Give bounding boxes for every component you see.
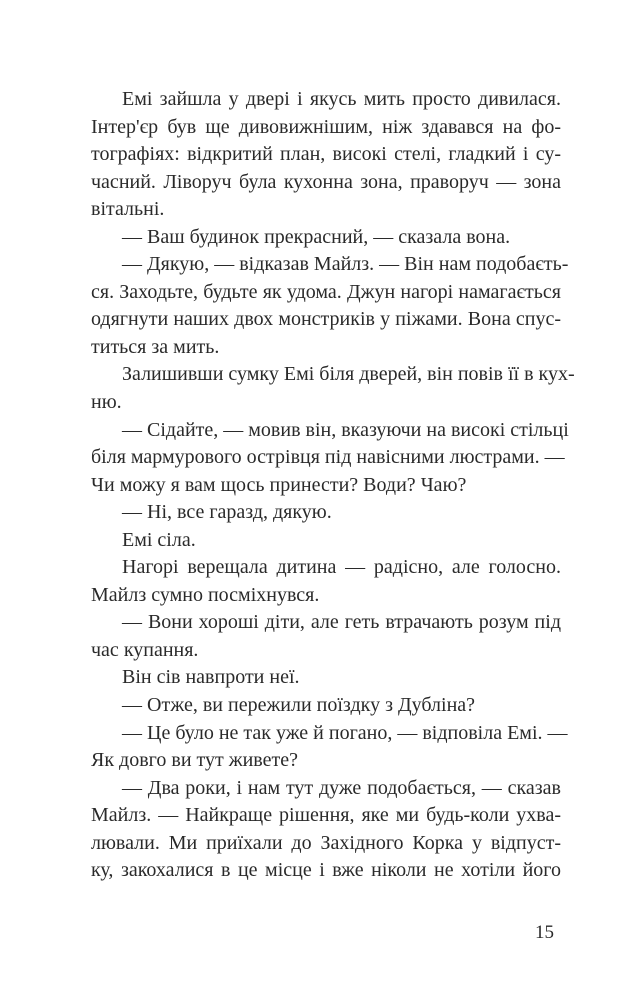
text-line: лювали. Ми приїхали до Західного Корка у відпуст- — [91, 831, 561, 854]
text-line: — Отже, ви пережили поїздку з Дубліна? — [122, 694, 476, 717]
text-line: — Ваш будинок прекрасний, — сказала вона. — [122, 225, 511, 248]
paragraph — [91, 609, 561, 664]
text-line: титься за мить. — [91, 335, 220, 358]
text-line: біля мармурового острівця під навісними люстрами. — — [91, 446, 565, 469]
text-line: Він сів навпроти неї. — [122, 666, 300, 689]
text-line: часний. Ліворуч була кухонна зона, праворуч — зона — [91, 170, 561, 193]
text-line: ку, закохалися в це місце і вже ніколи не хотіли його — [91, 859, 561, 882]
text-line: Чи можу я вам щось принести? Води? Чаю? — [91, 473, 467, 496]
text-line: вітальні. — [91, 198, 165, 221]
text-line: час купання. — [91, 638, 199, 661]
paragraph — [91, 692, 561, 720]
text-line: — Сідайте, — мовив він, вказуючи на високі стільці — [122, 418, 569, 441]
text-line: Інтер'єр був ще дивовижнішим, ніж здавався на фо- — [91, 115, 561, 138]
paragraph — [91, 720, 568, 775]
text-line: — Дякую, — відказав Майлз. — Він нам подобаєть- — [122, 253, 569, 276]
text-line: тографіях: відкритий план, високі стелі, гладкий і су- — [91, 143, 561, 166]
paragraph — [91, 417, 569, 500]
text-line: одягнути наших двох монстриків у піжами. Вона спус- — [91, 308, 561, 331]
paragraph — [91, 554, 561, 609]
text-line: — Ні, все гаразд, дякую. — [122, 501, 332, 524]
text-line: Нагорі верещала дитина — радісно, але голосно. — [122, 556, 561, 579]
paragraph — [91, 224, 561, 252]
text-line: Емі зайшла у двері і якусь мить просто дивилася. — [122, 88, 561, 110]
text-line: — Це було не так уже й погано, — відповіла Емі. — — [122, 721, 568, 744]
paragraph — [91, 251, 569, 361]
text-line: Майлз сумно посміхнувся. — [91, 583, 320, 606]
paragraph — [91, 527, 561, 555]
text-line: — Два роки, і нам тут дуже подобається, — сказав — [122, 776, 561, 799]
page-number: 15 — [535, 922, 554, 943]
paragraph — [91, 499, 561, 527]
paragraph — [91, 664, 561, 692]
paragraph — [91, 361, 575, 416]
text-line: Залишивши сумку Емі біля дверей, він повів її в кух- — [122, 363, 575, 386]
paragraph — [91, 775, 561, 885]
body-text — [91, 86, 575, 885]
text-line: Майлз. — Найкраще рішення, яке ми будь-коли ухва- — [91, 804, 561, 827]
text-line: — Вони хороші діти, але геть втрачають розум під — [122, 611, 561, 634]
text-line: ню. — [91, 391, 122, 414]
text-line: Емі сіла. — [122, 528, 196, 551]
text-line: ся. Заходьте, будьте як удома. Джун нагорі намагається — [91, 280, 561, 303]
paragraph — [91, 86, 561, 224]
text-line: Як довго ви тут живете? — [91, 749, 298, 772]
